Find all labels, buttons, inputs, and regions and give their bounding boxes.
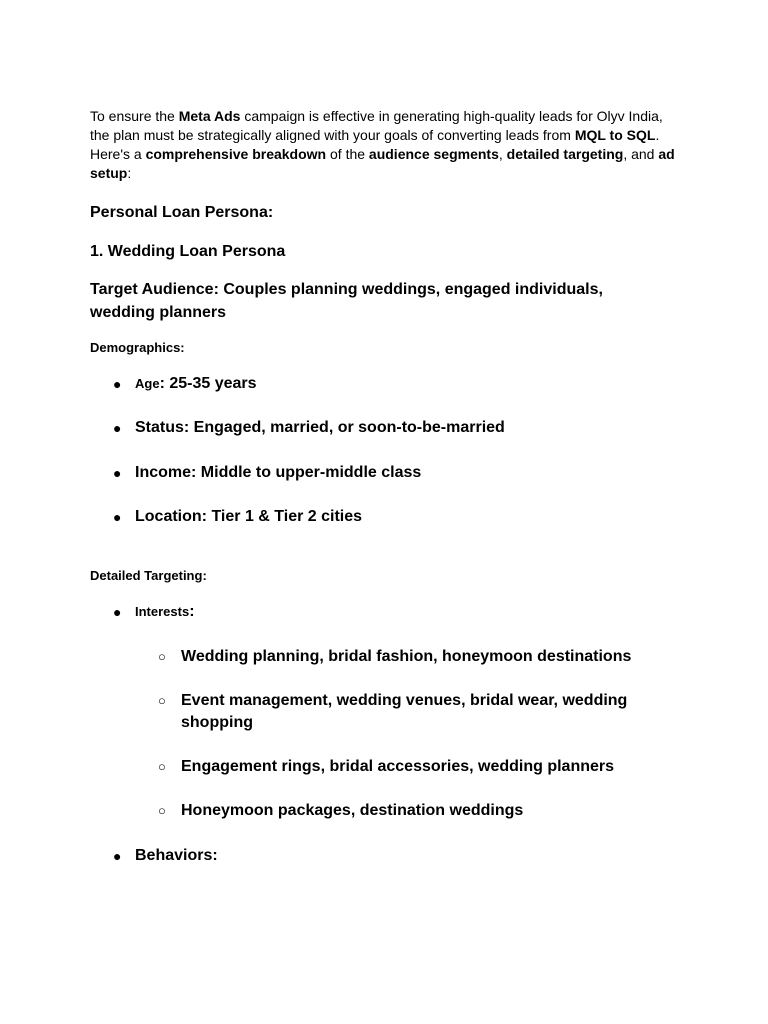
section-title: Personal Loan Persona: (90, 204, 274, 221)
interests-label-text: Interests (135, 604, 190, 619)
age-value: : 25-35 years (159, 375, 257, 392)
bullet-icon: ● (113, 465, 122, 481)
interests-colon: : (189, 603, 195, 620)
interests-label (135, 601, 195, 623)
intro-bold-targeting: detailed targeting (506, 146, 624, 162)
intro-bold-ad-setup: ad setup (90, 146, 675, 181)
intro-text: of the (326, 146, 369, 162)
bullet-icon: ● (113, 420, 122, 436)
bullet-icon: ● (113, 376, 122, 392)
demographic-location: Location: Tier 1 & Tier 2 cities (135, 508, 363, 525)
demographics-heading: Demographics: (90, 340, 185, 355)
bullet-icon: ● (113, 848, 122, 864)
bullet-icon: ● (113, 604, 122, 620)
demographic-age (135, 373, 257, 395)
intro-bold-mql-sql: MQL to SQL (574, 127, 656, 143)
interest-item: Honeymoon packages, destination weddings (181, 802, 524, 819)
demographic-status: Status: Engaged, married, or soon-to-be-married (135, 419, 505, 436)
intro-text: To ensure the (90, 108, 179, 124)
intro-paragraph (90, 107, 680, 183)
intro-bold-meta-ads: Meta Ads (178, 108, 241, 124)
target-audience: Target Audience: Couples planning weddings, engaged individuals, wedding planners (90, 281, 603, 321)
circle-bullet-icon: ○ (158, 803, 166, 818)
age-label: Age (135, 376, 160, 391)
detailed-targeting-heading: Detailed Targeting: (90, 568, 207, 583)
intro-text: , and (623, 146, 659, 162)
circle-bullet-icon: ○ (158, 649, 166, 664)
intro-bold-breakdown: comprehensive breakdown (145, 146, 327, 162)
intro-text: campaign is effective in generating high-quality leads for Olyv India, the plan must be strategically aligned with your goals of converting leads from (90, 108, 663, 143)
circle-bullet-icon: ○ (158, 693, 166, 708)
persona-title: 1. Wedding Loan Persona (90, 243, 286, 260)
intro-text: . Here's a (90, 127, 660, 162)
demographic-income: Income: Middle to upper-middle class (135, 464, 422, 481)
interest-item: Wedding planning, bridal fashion, honeymoon destinations (181, 648, 632, 665)
bullet-icon: ● (113, 509, 122, 525)
interest-item: Event management, wedding venues, bridal wear, wedding shopping (181, 692, 628, 731)
circle-bullet-icon: ○ (158, 759, 166, 774)
intro-text: , (498, 146, 507, 162)
interest-item: Engagement rings, bridal accessories, wedding planners (181, 758, 615, 775)
intro-bold-audience: audience segments (368, 146, 499, 162)
behaviors-label: Behaviors: (135, 847, 218, 864)
intro-text: : (127, 165, 132, 181)
